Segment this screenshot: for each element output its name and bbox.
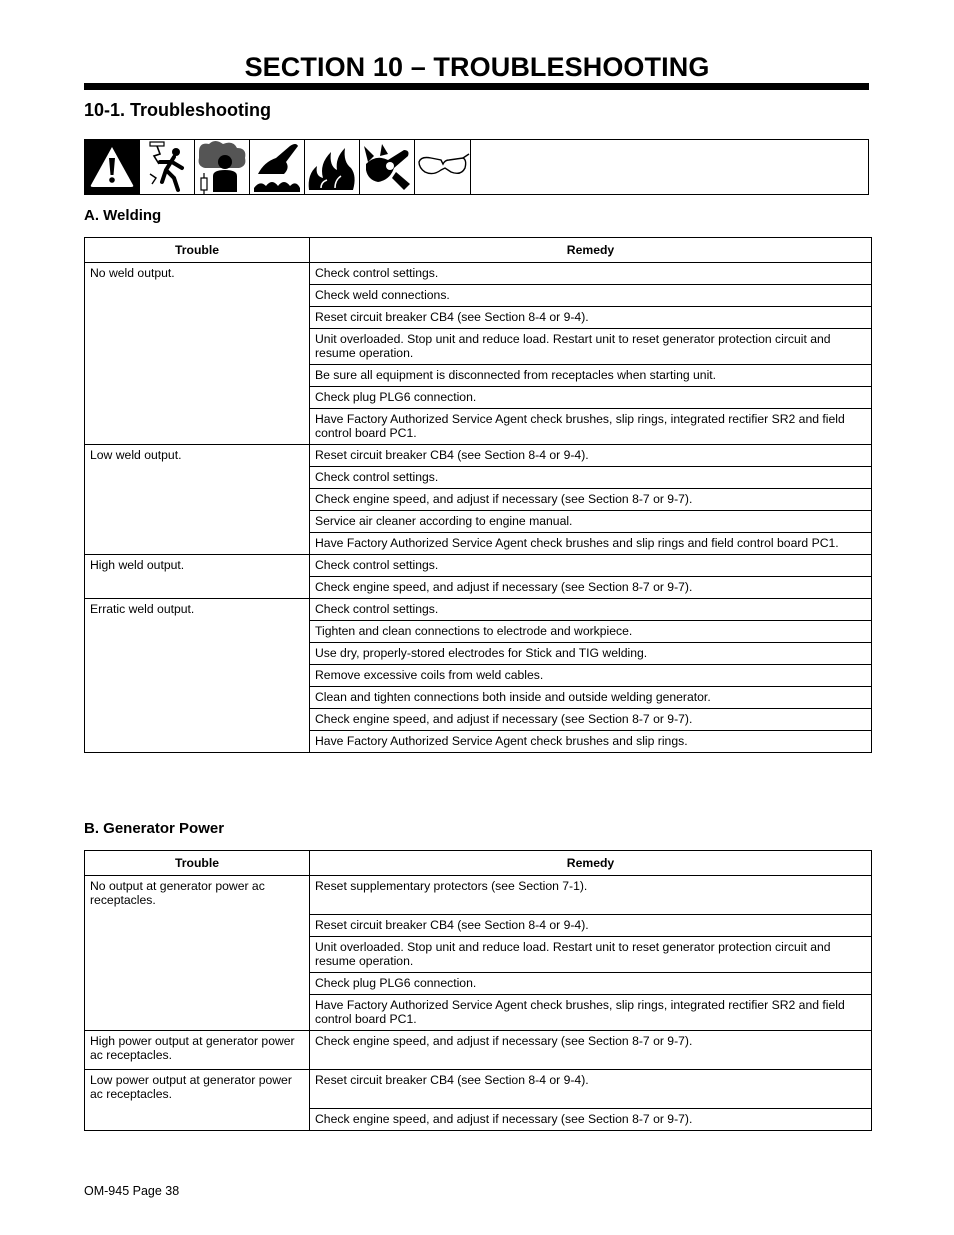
table-row [85,876,872,915]
remedy-cell: Tighten and clean connections to electrode and workpiece. [310,621,872,643]
remedy-cell: Have Factory Authorized Service Agent check brushes and slip rings and field control board PC1. [310,533,872,555]
trouble-cell: Low weld output. [85,445,310,555]
remedy-cell: Check weld connections. [310,285,872,307]
table-row [85,555,872,577]
table-row [85,599,872,621]
trouble-cell: Low power output at generator power ac receptacles. [85,1070,310,1131]
table-header-row [85,238,872,263]
remedy-cell: Unit overloaded. Stop unit and reduce load. Restart unit to reset generator protection circuit and resume operation. [310,937,872,973]
title-rule [84,83,869,90]
remedy-cell: Clean and tighten connections both inside and outside welding generator. [310,687,872,709]
remedy-cell: Check engine speed, and adjust if necessary (see Section 8-7 or 9-7). [310,577,872,599]
remedy-cell: Check plug PLG6 connection. [310,387,872,409]
remedy-column-header: Remedy [310,851,872,876]
table-row [85,263,872,285]
remedy-cell: Check engine speed, and adjust if necessary (see Section 8-7 or 9-7). [310,709,872,731]
trouble-cell: No output at generator power ac receptacles. [85,876,310,1031]
page-title: SECTION 10 – TROUBLESHOOTING [244,52,710,82]
trouble-column-header: Trouble [85,238,310,263]
remedy-cell: Check engine speed, and adjust if necessary (see Section 8-7 or 9-7). [310,489,872,511]
table-row [85,1031,872,1070]
fire-icon [305,140,360,194]
remedy-cell: Remove excessive coils from weld cables. [310,665,872,687]
remedy-cell: Reset circuit breaker CB4 (see Section 8-4 or 9-4). [310,307,872,329]
remedy-cell: Check engine speed, and adjust if necessary (see Section 8-7 or 9-7). [310,1031,872,1070]
page-footer: OM-945 Page 38 [84,1184,180,1198]
remedy-cell: Have Factory Authorized Service Agent check brushes, slip rings, integrated rectifier SR2 and field control board PC1. [310,995,872,1031]
section-heading: 10-1. Troubleshooting [84,100,272,120]
remedy-cell: Reset supplementary protectors (see Section 7-1). [310,876,872,915]
trouble-cell: High power output at generator power ac receptacles. [85,1031,310,1070]
warning-icon [85,140,140,194]
remedy-cell: Check engine speed, and adjust if necessary (see Section 8-7 or 9-7). [310,1109,872,1131]
table-row [85,445,872,467]
generator-power-heading: B. Generator Power [84,820,225,837]
remedy-cell: Have Factory Authorized Service Agent check brushes, slip rings, integrated rectifier SR2 and field control board PC1. [310,409,872,445]
remedy-cell: Check control settings. [310,555,872,577]
remedy-cell: Have Factory Authorized Service Agent check brushes and slip rings. [310,731,872,753]
remedy-cell: Check control settings. [310,263,872,285]
remedy-cell: Reset circuit breaker CB4 (see Section 8-4 or 9-4). [310,1070,872,1109]
remedy-cell: Check control settings. [310,599,872,621]
trouble-column-header: Trouble [85,851,310,876]
trouble-cell: Erratic weld output. [85,599,310,753]
table-header-row [85,851,872,876]
remedy-cell: Use dry, properly-stored electrodes for Stick and TIG welding. [310,643,872,665]
remedy-cell: Reset circuit breaker CB4 (see Section 8-4 or 9-4). [310,445,872,467]
fumes-icon [195,140,250,194]
hot-parts-icon [250,140,305,194]
remedy-column-header: Remedy [310,238,872,263]
electric-shock-icon [140,140,195,194]
moving-parts-icon [360,140,415,194]
hazard-symbols-strip [84,139,869,195]
table-row [85,1070,872,1109]
remedy-cell: Be sure all equipment is disconnected from receptacles when starting unit. [310,365,872,387]
remedy-cell: Unit overloaded. Stop unit and reduce load. Restart unit to reset generator protection circuit and resume operation. [310,329,872,365]
remedy-cell: Check control settings. [310,467,872,489]
welding-troubleshooting-table [84,237,872,753]
trouble-cell: No weld output. [85,263,310,445]
generator-troubleshooting-table [84,850,872,1131]
eye-protection-icon [415,140,471,194]
trouble-cell: High weld output. [85,555,310,599]
remedy-cell: Check plug PLG6 connection. [310,973,872,995]
remedy-cell: Reset circuit breaker CB4 (see Section 8-4 or 9-4). [310,915,872,937]
welding-heading: A. Welding [84,207,162,224]
remedy-cell: Service air cleaner according to engine manual. [310,511,872,533]
